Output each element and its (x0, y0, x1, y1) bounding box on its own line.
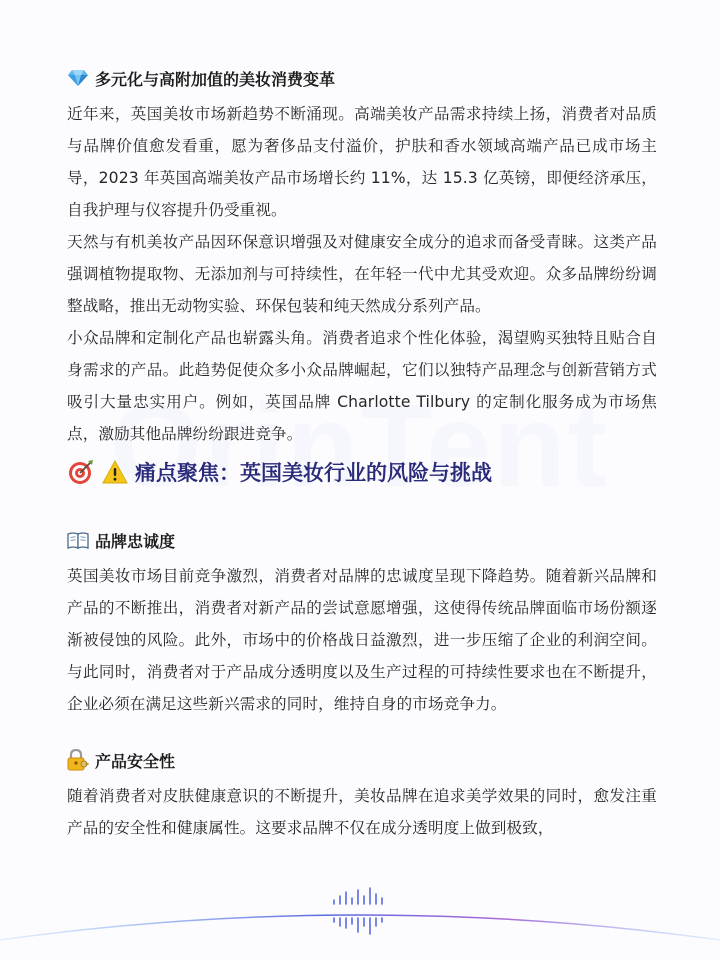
chapter-heading-text: 痛点聚焦：英国美妆行业的风险与挑战 (135, 461, 492, 485)
paragraph: 近年来，英国美妆市场新趋势不断涌现。高端美妆产品需求持续上扬，消费者对品质与品牌价值愈发看重，愿为奢侈品支付溢价，护肤和香水领域高端产品已成市场主导，2023 年英国高端美妆产品市场增长约 11%，达 15.3 亿英镑，即便经济承压，自我护理与仪容提升仍受重视。 (67, 105, 657, 219)
paragraph: 随着消费者对皮肤健康意识的不断提升，美妆品牌在追求美学效果的同时，愈发注重产品的安全性和健康属性。这要求品牌不仅在成分透明度上做到极致， (67, 787, 657, 837)
section-brand-loyalty (67, 526, 657, 720)
target-icon (67, 458, 95, 486)
section-heading (67, 64, 657, 92)
section-product-safety (67, 746, 657, 844)
book-icon (67, 529, 89, 551)
decorative-wave (0, 870, 720, 960)
section-heading (67, 526, 657, 554)
chapter-heading (67, 452, 492, 492)
section-heading-text: 产品安全性 (95, 751, 176, 771)
paragraph: 小众品牌和定制化产品也崭露头角。消费者追求个性化体验，渴望购买独特且贴合自身需求的产品。此趋势促使众多小众品牌崛起，它们以独特产品理念与创新营销方式吸引大量忠实用户。例如，英国品牌 Charlotte Tilbury 的定制化服务成为市场焦点，激励其他品牌纷纷跟进竞争。 (67, 329, 657, 443)
paragraph: 英国美妆市场目前竞争激烈，消费者对品牌的忠诚度呈现下降趋势。随着新兴品牌和产品的不断推出，消费者对新产品的尝试意愿增强，这使得传统品牌面临市场份额逐渐被侵蚀的风险。此外，市场中的价格战日益激烈，进一步压缩了企业的利润空间。与此同时，消费者对于产品成分透明度以及生产过程的可持续性要求也在不断提升，企业必须在满足这些新兴需求的同时，维持自身的市场竞争力。 (67, 567, 657, 713)
section-heading-text: 品牌忠诚度 (95, 531, 176, 551)
paragraph: 天然与有机美妆产品因环保意识增强及对健康安全成分的追求而备受青睐。这类产品强调植物提取物、无添加剂与可持续性，在年轻一代中尤其受欢迎。众多品牌纷纷调整战略，推出无动物实验、环保包装和纯天然成分系列产品。 (67, 233, 657, 315)
warning-icon (101, 458, 129, 486)
section-heading-text: 多元化与高附加值的美妆消费变革 (95, 69, 336, 89)
section-diversification (67, 64, 657, 450)
gem-icon (67, 67, 89, 89)
section-heading (67, 746, 657, 774)
lock-key-icon (67, 749, 89, 771)
